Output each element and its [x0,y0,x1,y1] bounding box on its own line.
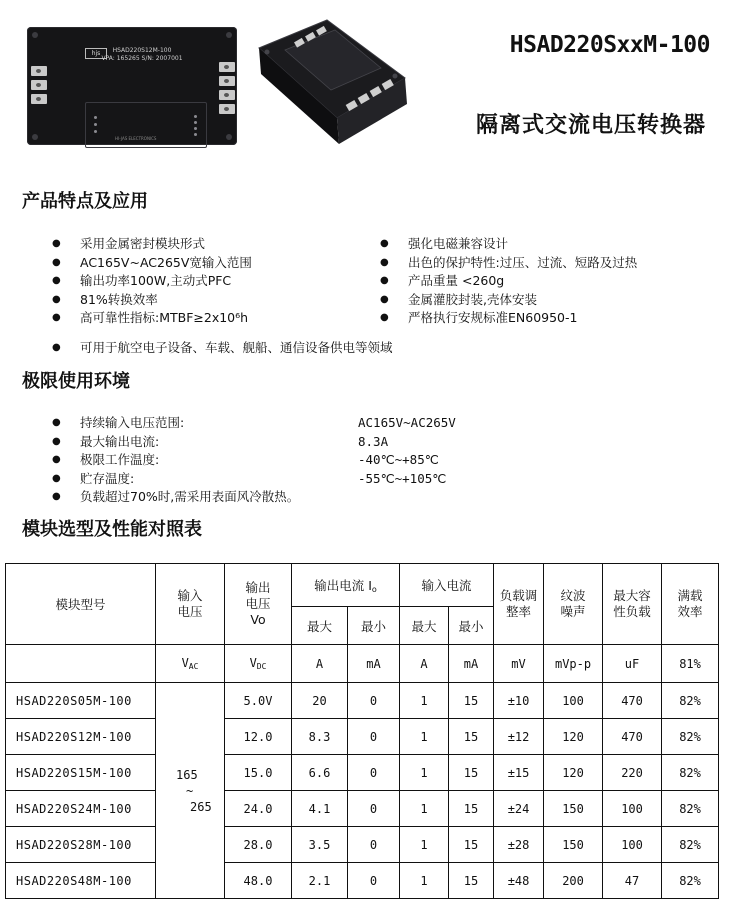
header-iin-max: 最大 [400,607,449,645]
screw-icon [32,134,38,140]
brand-logo: hjs [85,48,107,59]
table-row: HSAD220S12M-100 12.0 8.3 0 1 15 ±12 120 470 82% [6,719,719,755]
limit-label: 贮存温度: [80,470,135,486]
header-load-reg: 负载调整率 [494,564,544,645]
table-units-row [6,645,719,683]
product-subtitle: 隔离式交流电压转换器 [475,113,706,138]
indicator-dot [194,127,197,130]
unit-iout-min: mA [348,645,400,683]
feature-application [52,339,652,358]
product-image-3d [255,18,410,148]
feature-item: ● 产品重量 <260g [380,272,720,291]
header-iin: 输入电流 [400,564,494,607]
terminal-pin-icon [31,80,47,90]
feature-item: ● 81%转换效率 [52,291,372,310]
indicator-dot [194,115,197,118]
feature-item: ● 输出功率100W,主动式PFC [52,272,372,291]
section-heading-limits: 极限使用环境 [22,371,130,392]
header-iout: 输出电流 Io [292,564,400,607]
table-row: HSAD220S24M-100 24.0 4.1 0 1 15 ±24 150 100 82% [6,791,719,827]
header-iout-max: 最大 [292,607,348,645]
indicator-dot [94,116,97,119]
unit-ripple: mVp-p [544,645,603,683]
header-cap: 最大容性负载 [603,564,662,645]
terminal-pin-icon [219,90,235,100]
header-model: 模块型号 [6,564,156,645]
module-pin-window [85,102,207,148]
header-iin-min: 最小 [449,607,494,645]
indicator-dot [194,133,197,136]
table-row: HSAD220S48M-100 48.0 2.1 0 1 15 ±48 200 47 82% [6,863,719,899]
section-heading-table: 模块选型及性能对照表 [22,519,202,540]
unit-iin-max: A [400,645,449,683]
limit-label: 最大输出电流: [80,433,160,449]
terminal-pin-icon [219,104,235,114]
feature-item: ● AC165V~AC265V宽输入范围 [52,254,372,273]
limit-note: ● 负载超过70%时,需采用表面风冷散热。 [52,488,712,507]
unit-eff: 81% [662,645,719,683]
indicator-dot [94,130,97,133]
unit-vout: VDC [225,645,292,683]
unit-vin: VAC [156,645,225,683]
feature-item: ● 严格执行安规标准EN60950-1 [380,309,720,328]
header-vin: 输入电压 [156,564,225,645]
table-header-row [6,564,719,607]
maker-text: HI-JAS ELECTRONICS [115,136,157,141]
header-eff: 满载效率 [662,564,719,645]
model-selection-table [5,563,719,899]
unit-cap: uF [603,645,662,683]
limit-value: AC165V~AC265V [358,415,456,430]
screw-icon [32,32,38,38]
limit-item [52,470,712,489]
feature-item: ● 出色的保护特性:过压、过流、短路及过热 [380,254,720,273]
product-title: HSAD220SxxM-100 [509,32,710,58]
limit-list [52,414,712,507]
screw-icon [226,134,232,140]
unit-load-reg: mV [494,645,544,683]
units-model [6,645,156,683]
table-row: HSAD220S15M-100 15.0 6.6 0 1 15 ±15 120 220 82% [6,755,719,791]
indicator-dot [94,123,97,126]
limit-item [52,433,712,452]
terminal-pin-icon [219,76,235,86]
feature-item: ● 强化电磁兼容设计 [380,235,720,254]
feature-list-right [380,235,720,328]
feature-item: ● 可用于航空电子设备、车载、舰船、通信设备供电等领域 [52,339,652,358]
limit-label: 极限工作温度: [80,452,160,467]
vin-range-cell: 165 ~ 265 [156,683,225,899]
limit-item [52,451,712,470]
limit-value: -40℃~+85℃ [358,452,439,467]
indicator-dot [194,121,197,124]
limit-value: 8.3A [358,433,389,449]
unit-iin-min: mA [449,645,494,683]
table-row: HSAD220S28M-100 28.0 3.5 0 1 15 ±28 150 100 82% [6,827,719,863]
terminal-pin-icon [31,66,47,76]
header-iout-min: 最小 [348,607,400,645]
terminal-pin-icon [219,62,235,72]
header-ripple: 纹波噪声 [544,564,603,645]
product-image-front [27,27,237,145]
module-label: HSAD220S12M-100 VPA: 165265 S/N: 2007001 [101,47,183,62]
limit-value: -55℃~+105℃ [358,470,447,486]
terminal-pin-icon [31,94,47,104]
feature-item: ● 金属灌胶封装,壳体安装 [380,291,720,310]
feature-item: ● 高可靠性指标:MTBF≥2x10⁶h [52,309,372,328]
section-heading-features: 产品特点及应用 [22,191,148,212]
feature-item: ● 采用金属密封模块形式 [52,235,372,254]
feature-list-left [52,235,372,328]
screw-icon [226,32,232,38]
table-row: HSAD220S05M-100 165 ~ 265 5.0V 20 0 1 15 ±10 100 470 82% [6,683,719,719]
limit-label: 持续输入电压范围: [80,415,185,430]
limit-item [52,414,712,433]
header-vout: 输出电压Vo [225,564,292,645]
unit-iout-max: A [292,645,348,683]
